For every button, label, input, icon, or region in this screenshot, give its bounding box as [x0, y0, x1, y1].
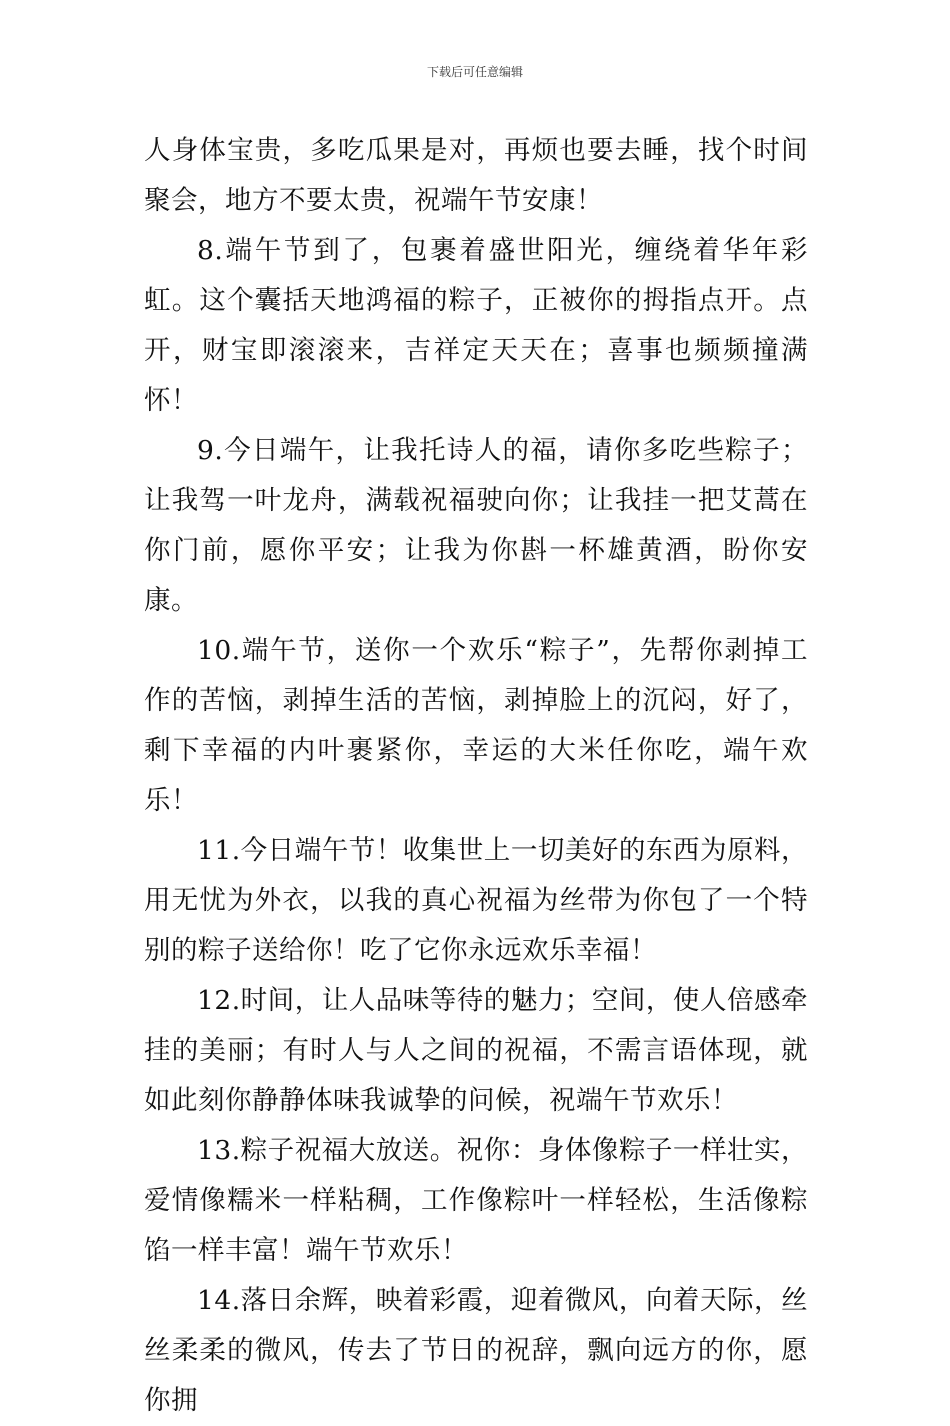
paragraph-item-14: 14.落日余辉，映着彩霞，迎着微风，向着天际，丝丝柔柔的微风，传去了节日的祝辞，飘向远方的你，愿你拥: [144, 1285, 808, 1416]
paragraph-item-13: 13.粽子祝福大放送。祝你：身体像粽子一样壮实，爱情像糯米一样粘稠，工作像粽叶一样轻松，生活像粽馅一样丰富！端午节欢乐！: [144, 1135, 808, 1266]
paragraph-item-10: 10.端午节，送你一个欢乐“粽子”，先帮你剥掉工作的苦恼，剥掉生活的苦恼，剥掉脸上的沉闷，好了，剩下幸福的内叶裹紧你，幸运的大米任你吃，端午欢乐！: [144, 635, 808, 816]
document-body: [144, 126, 808, 1426]
paragraph-item-8: 8.端午节到了，包裹着盛世阳光，缠绕着华年彩虹。这个囊括天地鸿福的粽子，正被你的拇指点开。点开，财宝即滚滚来，吉祥定天天在；喜事也频频撞满怀！: [144, 235, 808, 416]
paragraph-item-12: 12.时间，让人品味等待的魅力；空间，使人倍感牵挂的美丽；有时人与人之间的祝福，不需言语体现，就如此刻你静静体味我诚挚的问候，祝端午节欢乐！: [144, 985, 808, 1116]
paragraph-continuation: 人身体宝贵，多吃瓜果是对，再烦也要去睡，找个时间聚会，地方不要太贵，祝端午节安康！: [144, 135, 808, 216]
page-header: 下载后可任意编辑: [426, 65, 523, 79]
paragraph-item-9: 9.今日端午，让我托诗人的福，请你多吃些粽子；让我驾一叶龙舟，满载祝福驶向你；让我挂一把艾蒿在你门前，愿你平安；让我为你斟一杯雄黄酒，盼你安康。: [144, 435, 808, 616]
paragraph-item-11: 11.今日端午节！收集世上一切美好的东西为原料，用无忧为外衣，以我的真心祝福为丝带为你包了一个特别的粽子送给你！吃了它你永远欢乐幸福！: [144, 835, 808, 966]
